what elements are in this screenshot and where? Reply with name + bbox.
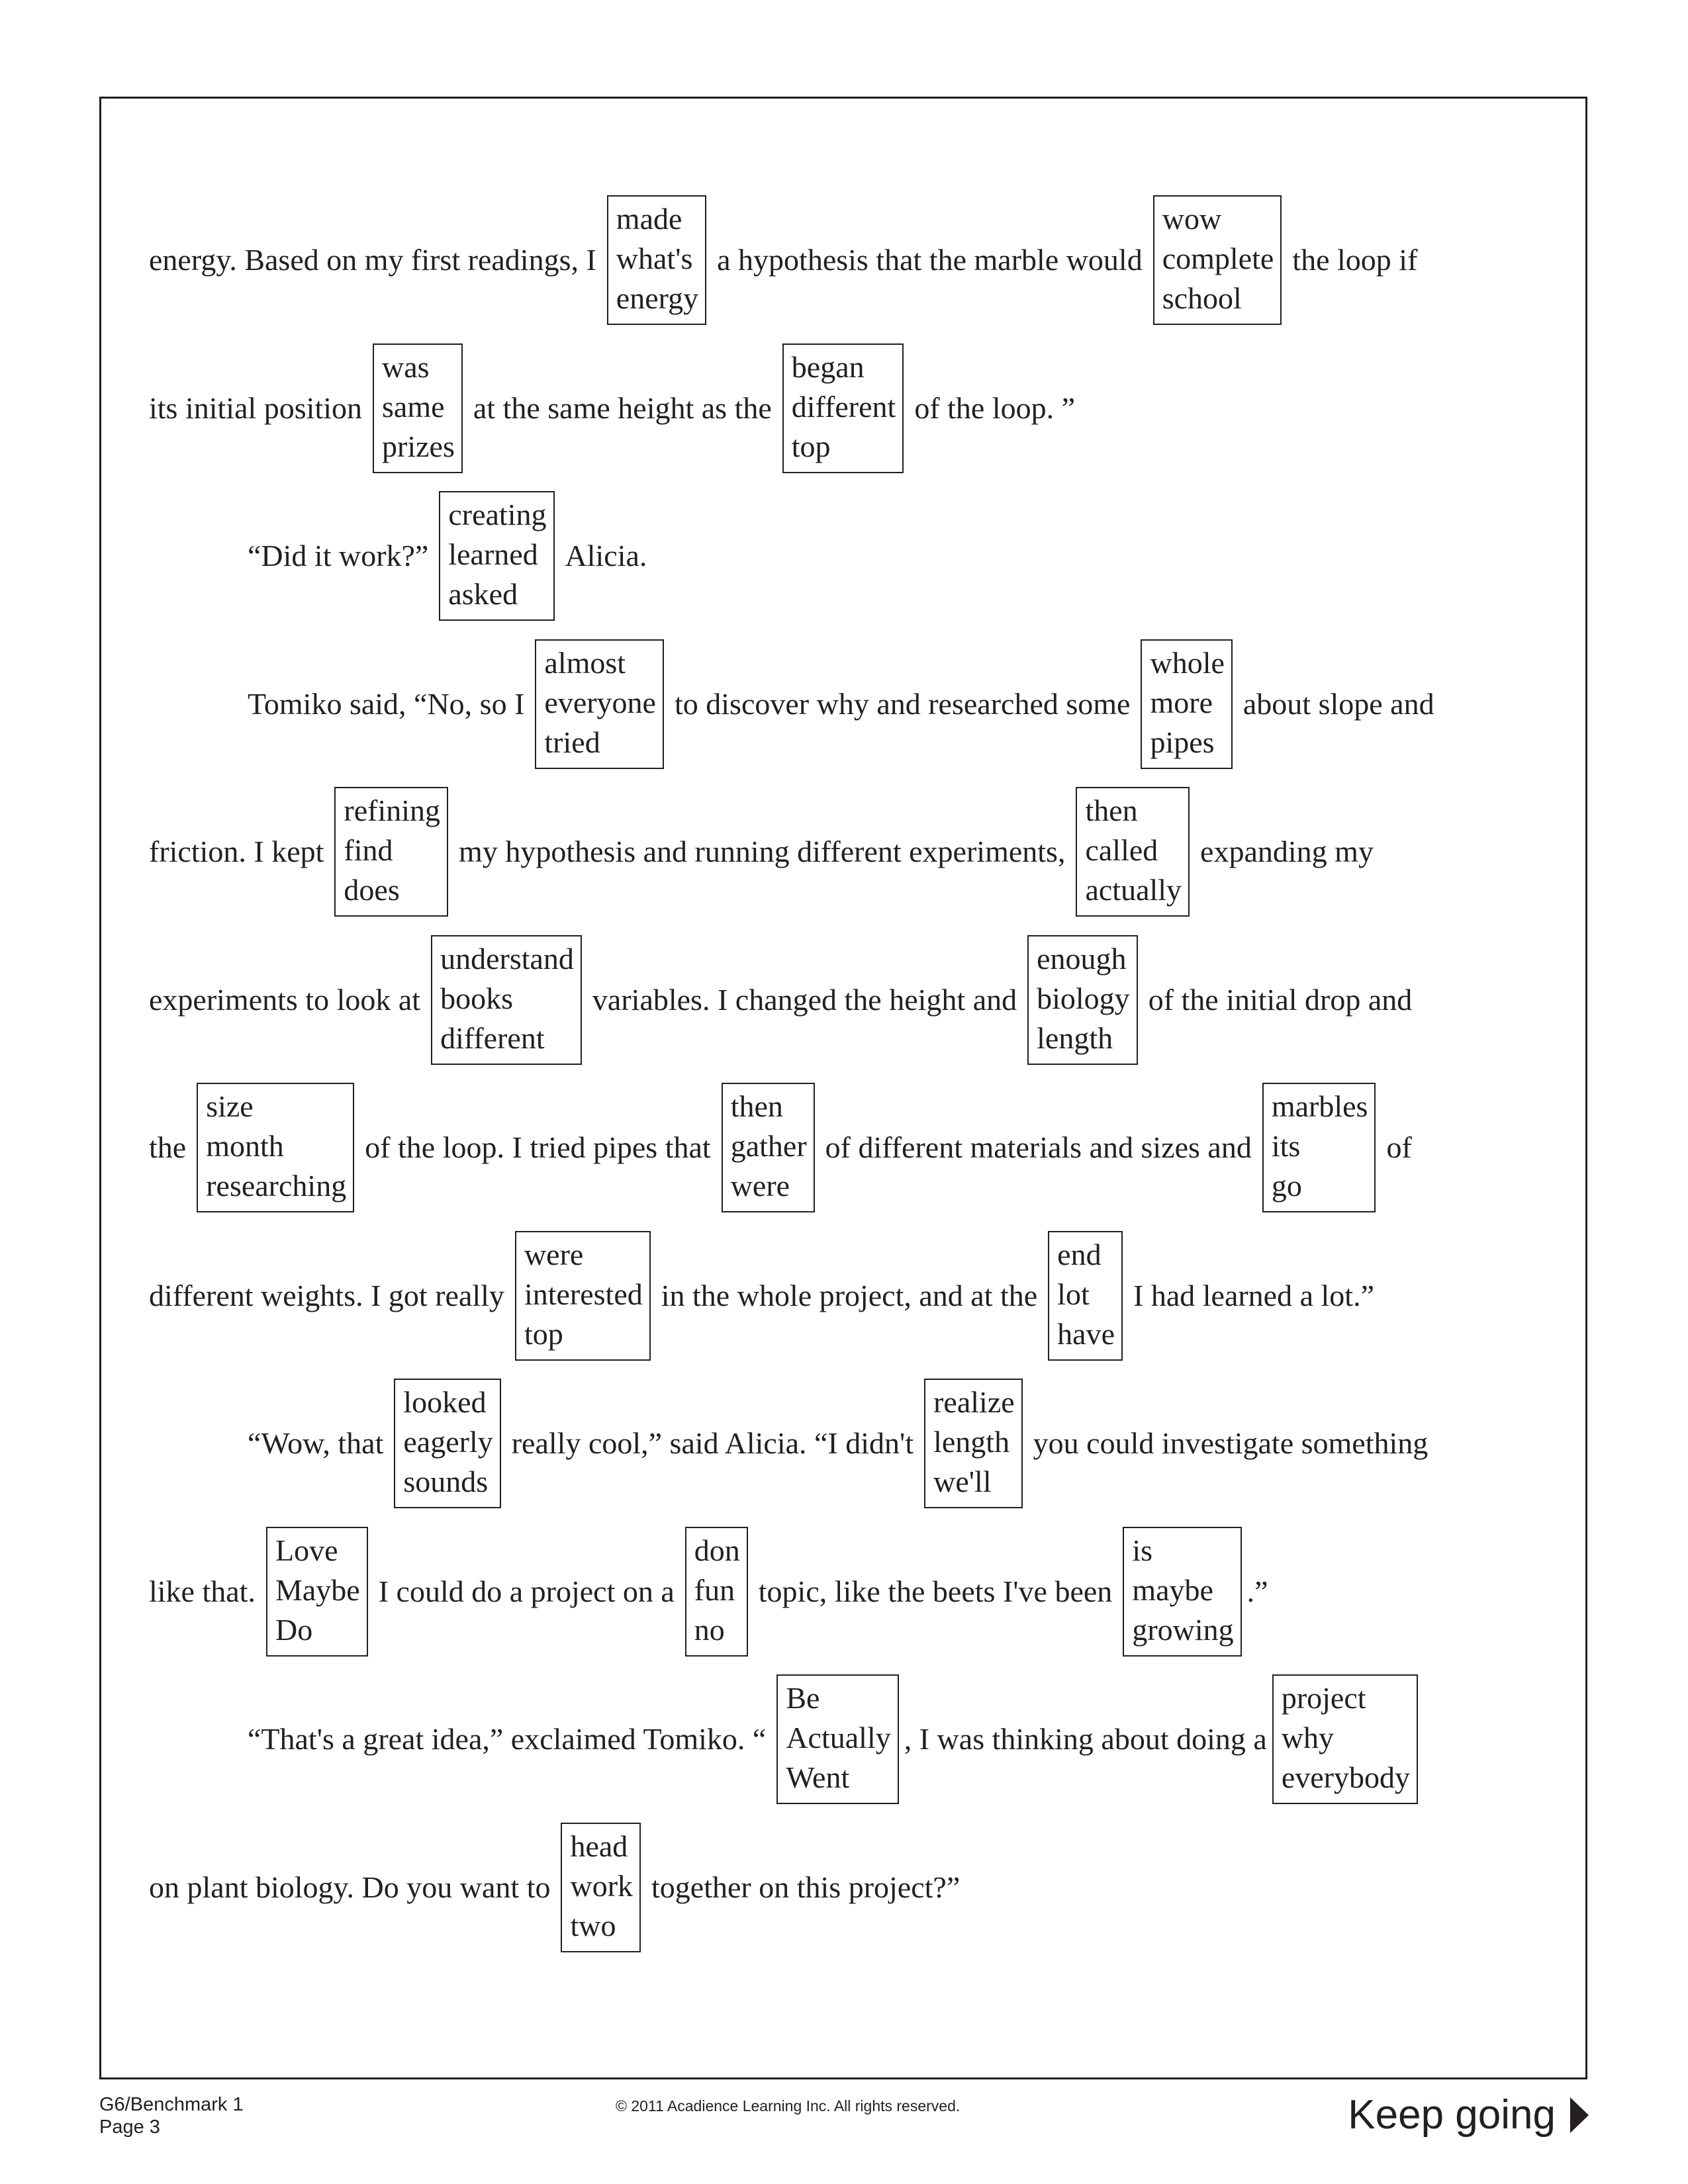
maze-choice-box[interactable]	[197, 1083, 354, 1212]
passage-text: expanding my	[1200, 835, 1374, 868]
passage-text: “That's a great idea,” exclaimed Tomiko. “	[248, 1722, 767, 1756]
choice-option[interactable]: complete	[1162, 242, 1274, 275]
maze-choice-box[interactable]	[394, 1379, 500, 1508]
keep-going-prompt	[1348, 2091, 1589, 2138]
choice-option[interactable]: whole	[1150, 646, 1225, 680]
passage-line	[248, 1379, 1582, 1508]
passage-line	[149, 195, 1582, 325]
form-id: G6/Benchmark 1	[99, 2094, 244, 2115]
maze-choice-box[interactable]	[535, 639, 664, 769]
passage-text: the	[149, 1130, 187, 1164]
choice-option[interactable]: Love	[275, 1533, 338, 1567]
maze-choice-box[interactable]	[515, 1231, 651, 1361]
passage-text: Tomiko said, “No, so I	[248, 687, 525, 721]
choice-option[interactable]: find	[344, 833, 393, 867]
choice-option[interactable]: enough	[1037, 942, 1127, 976]
maze-choice-box[interactable]	[782, 343, 904, 473]
choice-option[interactable]: prizes	[382, 430, 455, 463]
maze-choice-box[interactable]	[1141, 639, 1232, 769]
passage-text: you could investigate something	[1033, 1426, 1429, 1460]
passage-text: of the loop. I tried pipes that	[365, 1130, 711, 1164]
maze-choice-box[interactable]	[607, 195, 706, 325]
copyright-notice: © 2011 Acadience Learning Inc. All rights reserved.	[616, 2097, 961, 2115]
maze-choice-box[interactable]	[1027, 935, 1138, 1065]
choice-option[interactable]: same	[382, 390, 445, 424]
maze-choice-box[interactable]	[1076, 787, 1190, 917]
choice-option[interactable]: realize	[933, 1385, 1015, 1419]
choice-option[interactable]: everybody	[1281, 1760, 1410, 1794]
choice-option[interactable]: were	[730, 1169, 790, 1203]
choice-option[interactable]: marbles	[1271, 1089, 1368, 1123]
choice-option[interactable]: pipes	[1150, 725, 1215, 759]
maze-choice-box[interactable]	[1123, 1527, 1241, 1657]
maze-choice-box[interactable]	[1272, 1674, 1418, 1804]
passage-line	[149, 1527, 1582, 1657]
choice-option[interactable]: tried	[544, 725, 600, 759]
choice-option[interactable]: almost	[544, 646, 626, 680]
choice-option[interactable]: size	[206, 1089, 254, 1123]
page-number: Page 3	[99, 2116, 160, 2138]
passage-text: I could do a project on a	[378, 1574, 675, 1608]
choice-option[interactable]: wow	[1162, 202, 1222, 236]
passage-text: a hypothesis that the marble would	[717, 243, 1143, 277]
maze-choice-box[interactable]	[1153, 195, 1282, 325]
keep-going-label: Keep going	[1348, 2092, 1556, 2138]
choice-option[interactable]: have	[1057, 1317, 1115, 1351]
passage-text: energy. Based on my first readings, I	[149, 243, 596, 277]
passage-text: of	[1386, 1130, 1412, 1164]
passage-text: variables. I changed the height and	[592, 983, 1017, 1017]
choice-option[interactable]: is	[1132, 1533, 1152, 1567]
choice-option[interactable]: biology	[1037, 981, 1130, 1015]
choice-option[interactable]: made	[616, 202, 682, 236]
maze-choice-box[interactable]	[776, 1674, 898, 1804]
passage-line	[248, 1674, 1582, 1804]
choice-option[interactable]: interested	[524, 1277, 643, 1311]
choice-option[interactable]: does	[344, 873, 400, 907]
passage-text: “Did it work?”	[248, 539, 429, 572]
passage-text: , I was thinking about doing a	[904, 1722, 1267, 1756]
passage-text: like that.	[149, 1574, 256, 1608]
choice-option[interactable]: more	[1150, 686, 1213, 719]
passage-text: its initial position	[149, 391, 363, 425]
maze-choice-box[interactable]	[266, 1527, 368, 1657]
passage-text: of the loop. ”	[914, 391, 1076, 425]
choice-option[interactable]: school	[1162, 281, 1242, 315]
choice-option[interactable]: looked	[403, 1385, 487, 1419]
choice-option[interactable]: length	[933, 1425, 1010, 1459]
choice-option[interactable]: different	[791, 390, 896, 424]
choice-option[interactable]: don	[694, 1533, 740, 1567]
choice-option[interactable]: researching	[206, 1169, 347, 1203]
passage-line	[149, 787, 1582, 917]
maze-choice-box[interactable]	[373, 343, 463, 473]
passage-text: of different materials and sizes and	[825, 1130, 1252, 1164]
passage-text: about slope and	[1243, 687, 1434, 721]
passage-text: I had learned a lot.”	[1133, 1279, 1374, 1312]
choice-option[interactable]: then	[1085, 794, 1138, 827]
passage-text: “Wow, that	[248, 1426, 384, 1460]
passage-text: on plant biology. Do you want to	[149, 1870, 551, 1904]
passage-text: the loop if	[1292, 243, 1418, 277]
passage-line	[149, 1823, 1582, 1952]
passage-text: different weights. I got really	[149, 1279, 504, 1312]
passage-line	[149, 935, 1582, 1065]
choice-option[interactable]: lot	[1057, 1277, 1090, 1311]
choice-option[interactable]: what's	[616, 242, 693, 275]
choice-option[interactable]: learned	[448, 537, 538, 571]
maze-choice-box[interactable]	[431, 935, 582, 1065]
choice-option[interactable]: month	[206, 1129, 284, 1163]
maze-choice-box[interactable]	[334, 787, 448, 917]
choice-option[interactable]: different	[440, 1021, 545, 1055]
choice-option[interactable]: began	[791, 350, 865, 384]
choice-option[interactable]: called	[1085, 833, 1158, 867]
choice-option[interactable]: actually	[1085, 873, 1182, 907]
choice-option[interactable]: fun	[694, 1573, 735, 1607]
choice-option[interactable]: no	[694, 1613, 725, 1647]
passage-text: experiments to look at	[149, 983, 421, 1017]
choice-option[interactable]: gather	[730, 1129, 807, 1163]
choice-option[interactable]: Maybe	[275, 1573, 360, 1607]
passage-text: at the same height as the	[473, 391, 772, 425]
passage-text: Alicia.	[565, 539, 647, 572]
choice-option[interactable]: understand	[440, 942, 574, 976]
passage-text: in the whole project, and at the	[661, 1279, 1038, 1312]
choice-option[interactable]: were	[524, 1238, 584, 1271]
maze-choice-box[interactable]	[722, 1083, 815, 1212]
choice-option[interactable]: two	[570, 1909, 616, 1942]
choice-option[interactable]: we'll	[933, 1465, 992, 1498]
maze-choice-box[interactable]	[924, 1379, 1023, 1508]
passage-text: together on this project?”	[651, 1870, 961, 1904]
choice-option[interactable]: Went	[786, 1760, 850, 1794]
choice-option[interactable]: Be	[786, 1681, 820, 1715]
passage-text: friction. I kept	[149, 835, 324, 868]
maze-choice-box[interactable]	[1048, 1231, 1123, 1361]
choice-option[interactable]: its	[1271, 1129, 1301, 1163]
passage-line	[149, 1083, 1582, 1212]
choice-option[interactable]: then	[730, 1089, 783, 1123]
passage-text: of the initial drop and	[1148, 983, 1413, 1017]
choice-option[interactable]: was	[382, 350, 430, 384]
passage-line	[248, 491, 1582, 621]
choice-option[interactable]: length	[1037, 1021, 1113, 1055]
choice-option[interactable]: energy	[616, 281, 699, 315]
choice-option[interactable]: growing	[1132, 1613, 1234, 1647]
passage-line	[149, 343, 1582, 473]
choice-option[interactable]: refining	[344, 794, 441, 827]
passage-line	[149, 1231, 1582, 1361]
passage-text: my hypothesis and running different experiments,	[459, 835, 1066, 868]
choice-option[interactable]: Do	[275, 1613, 313, 1647]
choice-option[interactable]: head	[570, 1829, 628, 1863]
choice-option[interactable]: Actually	[786, 1721, 891, 1754]
choice-option[interactable]: everyone	[544, 686, 656, 719]
maze-choice-box[interactable]	[685, 1527, 748, 1657]
choice-option[interactable]: maybe	[1132, 1573, 1213, 1607]
maze-choice-box[interactable]	[1262, 1083, 1376, 1212]
choice-option[interactable]: top	[791, 430, 831, 463]
maze-choice-box[interactable]	[439, 491, 554, 621]
passage-text: to discover why and researched some	[674, 687, 1131, 721]
choice-option[interactable]: work	[570, 1869, 633, 1903]
choice-option[interactable]: end	[1057, 1238, 1102, 1271]
choice-option[interactable]: sounds	[403, 1465, 489, 1498]
choice-option[interactable]: top	[524, 1317, 563, 1351]
arrow-right-icon	[1570, 2097, 1589, 2133]
choice-option[interactable]: why	[1281, 1721, 1335, 1754]
choice-option[interactable]: asked	[448, 577, 518, 611]
choice-option[interactable]: eagerly	[403, 1425, 493, 1459]
passage-text: really cool,” said Alicia. “I didn't	[511, 1426, 914, 1460]
passage-line	[248, 639, 1582, 769]
choice-option[interactable]: project	[1281, 1681, 1366, 1715]
choice-option[interactable]: go	[1271, 1169, 1302, 1203]
choice-option[interactable]: books	[440, 981, 513, 1015]
footer-info	[99, 2093, 244, 2138]
choice-option[interactable]: creating	[448, 498, 547, 531]
passage-text: topic, like the beets I've been	[758, 1574, 1113, 1608]
passage-text: .”	[1246, 1574, 1268, 1608]
maze-choice-box[interactable]	[561, 1823, 641, 1952]
